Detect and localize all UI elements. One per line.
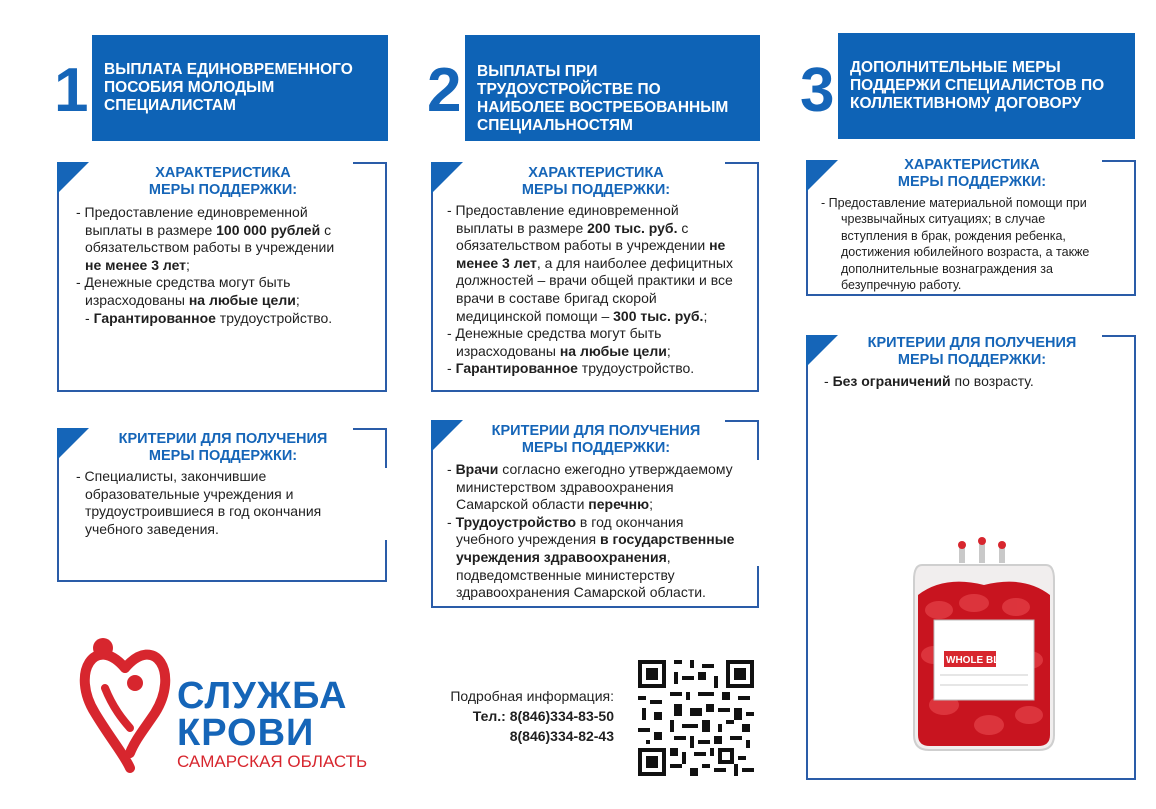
header-line: ВЫПЛАТА ЕДИНОВРЕМЕННОГО [104, 61, 353, 78]
column-2-criteria-box [431, 420, 759, 608]
logo-title-line1: СЛУЖБА [177, 675, 348, 717]
text-line: Самарской области перечню; [456, 496, 653, 513]
text-line: - Трудоустройство в год окончания [447, 513, 684, 530]
step-number-1: 1 [54, 56, 89, 125]
logo-region: САМАРСКАЯ ОБЛАСТЬ [177, 752, 368, 771]
box-title [433, 423, 759, 457]
text-line: не менее 3 лет; [85, 256, 190, 273]
text-line: израсходованы на любые цели; [456, 342, 671, 359]
text-line: министерством здравоохранения [456, 478, 674, 495]
bracket-top [725, 420, 759, 422]
text-line: - Гарантированное трудоустройство. [447, 360, 695, 377]
text-line: медицинской помощи – 300 тыс. руб.; [456, 307, 708, 324]
box-title-line: ХАРАКТЕРИСТИКА [528, 165, 664, 181]
text-line: дополнительные вознаграждения за [841, 261, 1053, 276]
box-body [824, 373, 1129, 391]
text-line: достижения юбилейного возраста, а также [841, 245, 1090, 260]
text-line: вступления в брак, рождения ребенка, [841, 228, 1066, 243]
column-2-header [465, 35, 760, 141]
header-line: ВЫПЛАТЫ ПРИ [477, 63, 598, 80]
heart-logo-icon [75, 628, 175, 778]
bracket-top [353, 162, 387, 164]
box-title [59, 431, 387, 465]
box-body [447, 461, 759, 602]
box-title [808, 157, 1136, 191]
text-line: обязательством работы в учреждении [85, 239, 335, 256]
box-title-line: МЕРЫ ПОДДЕРЖКИ: [521, 182, 671, 198]
blood-bag-illustration [904, 535, 1064, 765]
header-line: ПОСОБИЯ МОЛОДЫМ [104, 79, 275, 96]
text-line: - Денежные средства могут быть [76, 274, 291, 291]
text-line: обязательством работы в учреждении не [456, 237, 726, 254]
column-1-characteristics-box [57, 162, 387, 392]
port-cap [958, 541, 966, 549]
column-3-criteria-box [806, 335, 1136, 780]
step-number-2: 2 [427, 56, 462, 125]
bracket-top [725, 162, 759, 164]
box-title-line: МЕРЫ ПОДДЕРЖКИ: [897, 174, 1047, 190]
header-line: ПОДДЕРЖИ СПЕЦИАЛИСТОВ ПО [850, 77, 1105, 94]
text-line: учебного заведения. [85, 520, 219, 537]
text-line: выплаты в размере 200 тыс. руб. с [456, 219, 689, 236]
bracket-top [353, 428, 387, 430]
text-line: чрезвычайных ситуациях; в случае [841, 212, 1046, 227]
text-line: менее 3 лет, а для наиболее дефицитных [456, 254, 733, 271]
header-line: НАИБОЛЕЕ ВОСТРЕБОВАННЫМ [477, 99, 729, 116]
column-2-characteristics-box [431, 162, 759, 392]
text-line: - Врачи согласно ежегодно утверждаемому [447, 461, 733, 477]
box-body [821, 195, 1131, 293]
box-body [447, 202, 759, 378]
contact-block [439, 686, 614, 746]
box-body [76, 204, 381, 327]
box-title-line: ХАРАКТЕРИСТИКА [904, 157, 1040, 173]
box-title-line: КРИТЕРИИ ДЛЯ ПОЛУЧЕНИЯ [491, 423, 701, 439]
text-line: выплаты в размере 100 000 рублей с [85, 221, 332, 238]
header-line: СПЕЦИАЛИСТАМ [104, 97, 236, 114]
column-1-criteria-box [57, 428, 387, 582]
text-line: образовательные учреждения и [85, 485, 294, 502]
step-number-3: 3 [800, 56, 835, 125]
text-line: должностей – врачи общей практики и все [456, 272, 733, 289]
text-line: - Предоставление единовременной [76, 204, 308, 220]
text-line: израсходованы на любые цели; [85, 291, 300, 308]
contact-label: Подробная информация: [450, 688, 614, 704]
bag-label-text: WHOLE BLOOD [946, 655, 1023, 666]
text-line: учебного учреждения в государственные [456, 531, 735, 548]
text-line: безупречную работу. [841, 278, 962, 293]
text-line: учреждения здравоохранения, [456, 548, 671, 565]
header-line: КОЛЛЕКТИВНОМУ ДОГОВОРУ [850, 95, 1082, 112]
box-title-line: КРИТЕРИИ ДЛЯ ПОЛУЧЕНИЯ [118, 431, 328, 447]
box-title-line: МЕРЫ ПОДДЕРЖКИ: [148, 182, 298, 198]
column-3-header [838, 33, 1135, 139]
text-line: трудоустроившиеся в год окончания [85, 503, 322, 520]
text-line: - Денежные средства могут быть [447, 325, 662, 342]
header-line: СПЕЦИАЛЬНОСТЯМ [477, 117, 633, 134]
logo-title-line2: КРОВИ [177, 712, 315, 754]
contact-phone-1: Тел.: 8(846)334-83-50 [472, 708, 614, 724]
text-line: - Предоставление единовременной [447, 202, 679, 218]
text-line: здравоохранения Самарской области. [456, 584, 706, 601]
box-title [433, 165, 759, 199]
text-line: - Предоставление материальной помощи при [821, 196, 1087, 210]
text-line: - Без ограничений по возрасту. [824, 373, 1034, 389]
header-line: ДОПОЛНИТЕЛЬНЫЕ МЕРЫ [850, 59, 1061, 76]
text-line: врачи в составе бригад скорой [456, 289, 657, 306]
text-line: - Гарантированное трудоустройство. [85, 309, 333, 326]
contact-phone-2: 8(846)334-82-43 [509, 728, 614, 744]
bracket-side-low [385, 540, 387, 580]
box-title-line: МЕРЫ ПОДДЕРЖКИ: [897, 352, 1047, 368]
box-title-line: МЕРЫ ПОДДЕРЖКИ: [148, 448, 298, 464]
text-line: подведомственные министерству [456, 566, 675, 583]
column-1-header [92, 35, 388, 141]
box-body [76, 468, 381, 538]
bracket-side [1134, 335, 1136, 780]
box-title [59, 165, 387, 199]
header-line: ТРУДОУСТРОЙСТВЕ ПО [477, 81, 661, 98]
port-cap [998, 541, 1006, 549]
qr-code[interactable] [638, 660, 754, 776]
port-cap [978, 537, 986, 545]
column-3-characteristics-box [806, 157, 1136, 296]
text-line: - Специалисты, закончившие [76, 468, 267, 484]
box-title [808, 335, 1136, 369]
box-title-line: МЕРЫ ПОДДЕРЖКИ: [521, 440, 671, 456]
box-title-line: КРИТЕРИИ ДЛЯ ПОЛУЧЕНИЯ [867, 335, 1077, 351]
box-title-line: ХАРАКТЕРИСТИКА [155, 165, 291, 181]
